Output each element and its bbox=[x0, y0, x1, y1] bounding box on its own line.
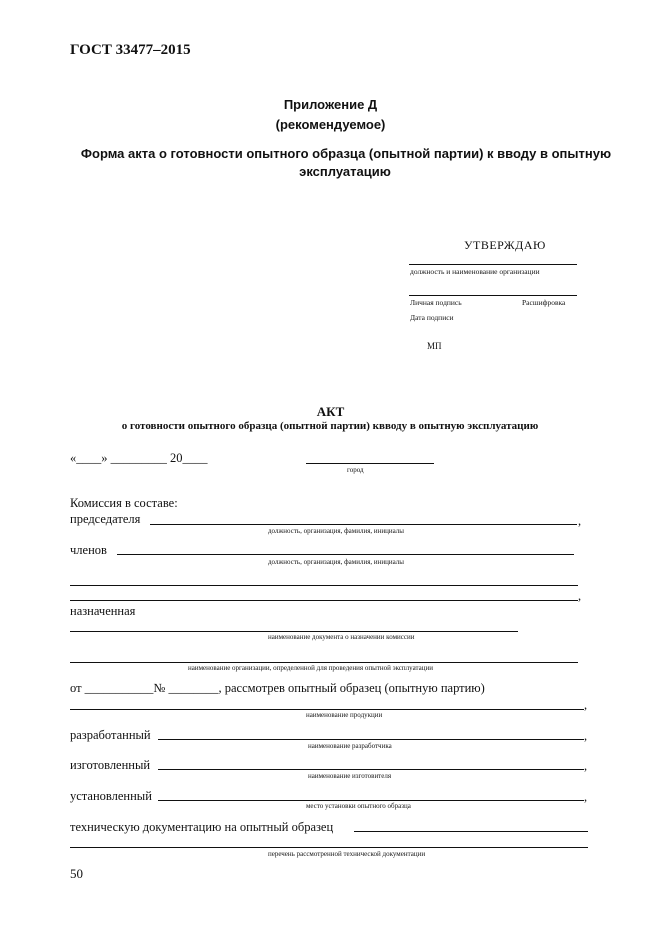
installed-label: установленный bbox=[70, 789, 152, 803]
appendix-title: Приложение Д bbox=[283, 97, 378, 112]
product-comma: , bbox=[584, 698, 588, 712]
installed-comma: , bbox=[584, 790, 588, 804]
from-text: от ___________№ ________, рассмотрев опытный образец (опытную партию) bbox=[70, 681, 485, 695]
developed-line bbox=[158, 739, 584, 740]
product-caption: наименование продукции bbox=[306, 711, 383, 719]
manufactured-comma: , bbox=[584, 759, 588, 773]
installed-line bbox=[158, 800, 584, 801]
appendix-subtitle: (рекомендуемое) bbox=[275, 117, 386, 132]
manufactured-label: изготовленный bbox=[70, 758, 151, 772]
appointed-line bbox=[70, 631, 518, 632]
appointed-caption: наименование документа о назначении комиссии bbox=[268, 633, 415, 641]
decoding-caption: Расшифровка bbox=[522, 298, 566, 307]
position-line bbox=[409, 264, 577, 265]
techdoc-label: техническую документацию на опытный образец bbox=[70, 820, 334, 834]
techdoc-line-2 bbox=[70, 847, 588, 848]
appointed-label: назначенная bbox=[70, 604, 136, 618]
date-caption: Дата подписи bbox=[410, 313, 454, 322]
installed-caption: место установки опытного образца bbox=[306, 802, 411, 810]
act-subtitle: о готовности опытного образца (опытной партии) квводу в опытную эксплуатацию bbox=[121, 420, 539, 432]
members-comma: , bbox=[578, 589, 582, 603]
stamp-label: МП bbox=[427, 341, 442, 351]
product-line bbox=[70, 709, 584, 710]
commission-intro: Комиссия в составе: bbox=[70, 496, 178, 510]
members-line bbox=[117, 554, 574, 555]
members-line-2 bbox=[70, 585, 578, 586]
members-label: членов bbox=[70, 543, 107, 557]
developed-caption: наименование разработчика bbox=[308, 742, 392, 750]
manufactured-caption: наименование изготовителя bbox=[308, 772, 392, 780]
position-caption: должность и наименование организации bbox=[410, 267, 540, 276]
act-date-line: «____» _________ 20____ bbox=[70, 451, 208, 465]
developed-label: разработанный bbox=[70, 728, 151, 742]
developed-comma: , bbox=[584, 729, 588, 743]
act-title: АКТ bbox=[316, 404, 345, 419]
techdoc-caption: перечень рассмотренной технической документации bbox=[268, 850, 426, 858]
chairman-caption: должность, организация, фамилия, инициалы bbox=[268, 527, 405, 535]
city-line bbox=[306, 463, 434, 464]
members-line-3 bbox=[70, 600, 578, 601]
manufactured-line bbox=[158, 769, 584, 770]
page-number: 50 bbox=[70, 866, 83, 881]
approve-heading: УТВЕРЖДАЮ bbox=[464, 238, 546, 252]
org-line bbox=[70, 662, 578, 663]
members-caption: должность, организация, фамилия, инициалы bbox=[268, 558, 405, 566]
chairman-line bbox=[150, 524, 577, 525]
techdoc-line bbox=[354, 831, 588, 832]
chairman-label: председателя bbox=[70, 512, 141, 526]
doc-code: ГОСТ 33477–2015 bbox=[70, 42, 191, 58]
form-title-line-1: Форма акта о готовности опытного образца (опытной партии) к вводу в опытную bbox=[80, 146, 612, 161]
city-caption: город bbox=[347, 466, 364, 474]
signature-caption: Личная подпись bbox=[410, 298, 462, 307]
org-caption: наименование организации, определенной для проведения опытной эксплуатации bbox=[188, 664, 433, 672]
signature-line bbox=[409, 295, 577, 296]
form-title-line-2: эксплуатацию bbox=[299, 164, 391, 179]
chairman-comma: , bbox=[578, 514, 582, 528]
